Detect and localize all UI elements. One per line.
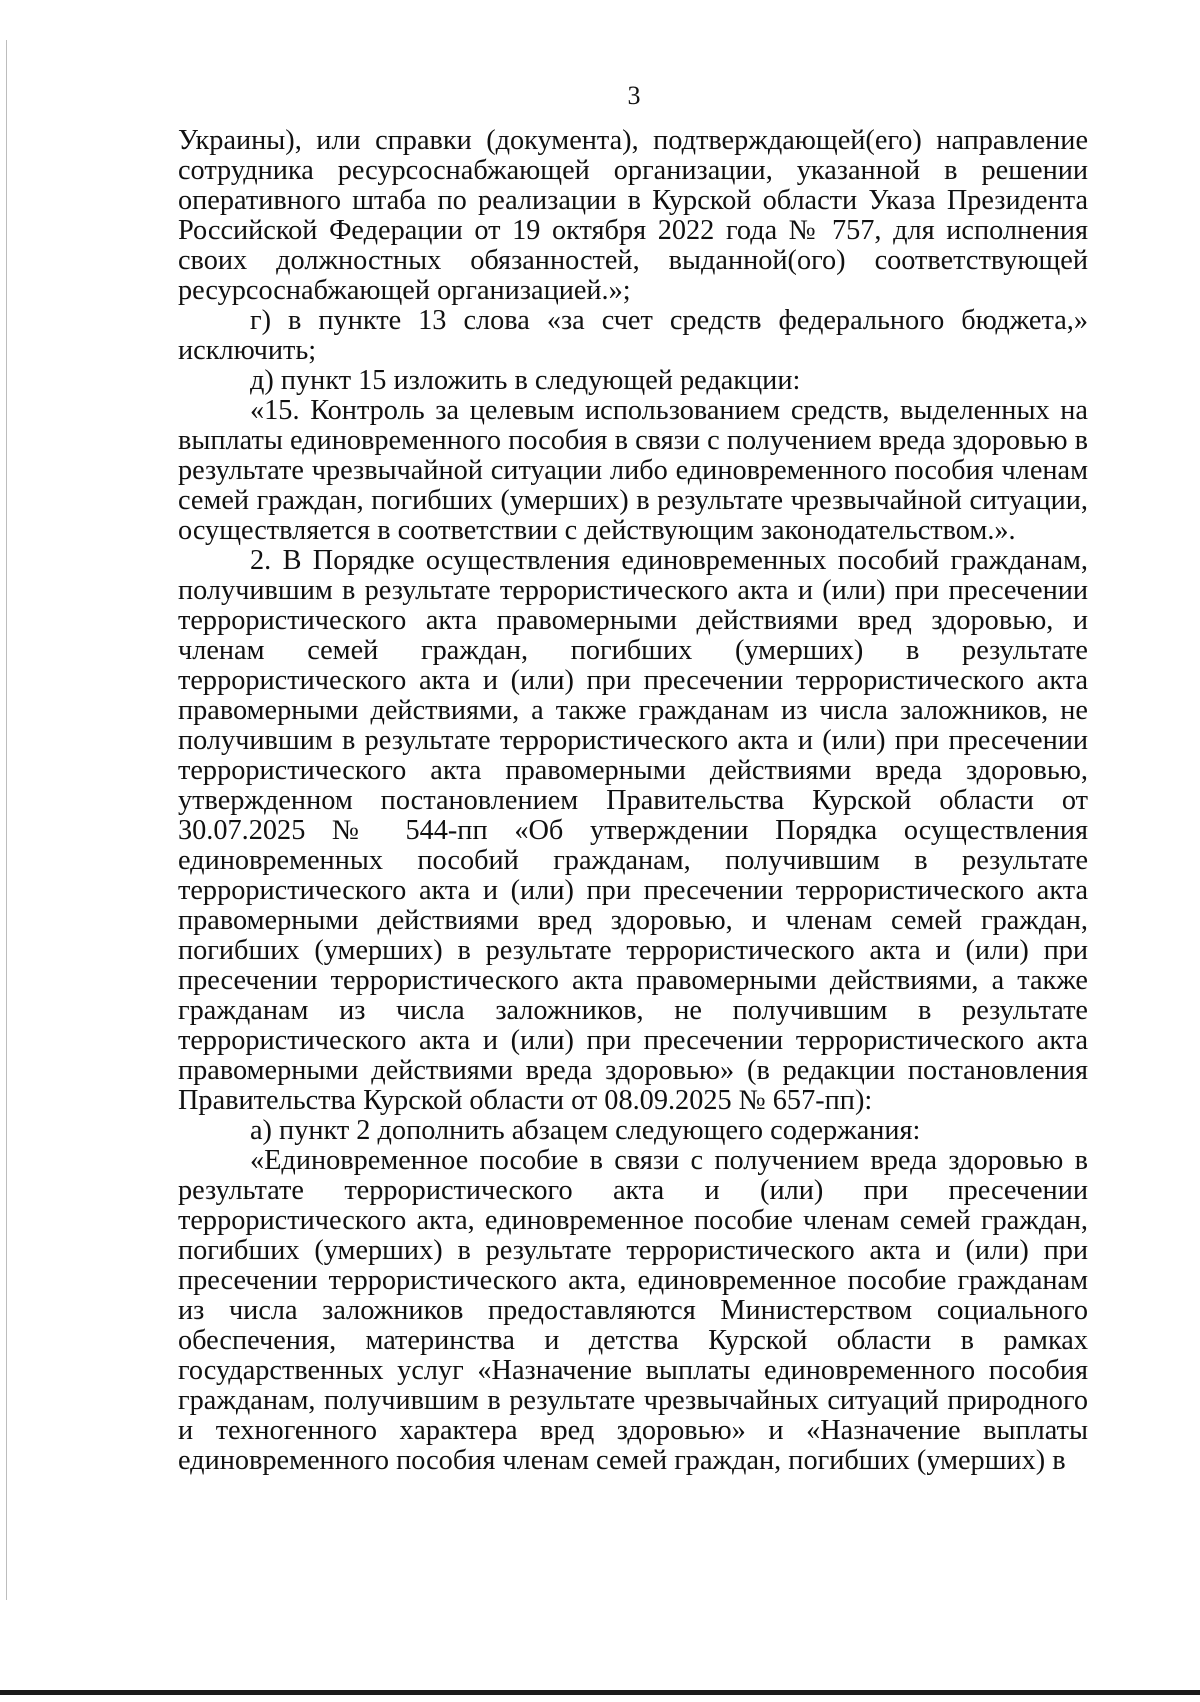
scan-edge-bottom xyxy=(0,1690,1200,1695)
paragraph-continuation: Украины), или справки (документа), подтверждающей(его) направление сотрудника ресурсоснабжающей организации, указанной в решении оперативного штаба по реализации в Курской области Указа Президента Российской Федерации от 19 октября 2022 года № 757, для исполнения своих должностных обязанностей, выданной(ого) соответствующей ресурсоснабжающей организацией.»; xyxy=(178,125,1088,306)
page-number: 3 xyxy=(627,81,641,110)
scan-edge-left xyxy=(6,40,7,1600)
paragraph-quoted-addition: «Единовременное пособие в связи с получением вреда здоровью в результате террористического акта и (или) при пресечении террористического акта, единовременное пособие членам семей граждан, погибших (умерших) в результате террористического акта и (или) при пресечении террористического акта, единовременное пособие гражданам из числа заложников предоставляются Министерством социального обеспечения, материнства и детства Курской области в рамках государственных услуг «Назначение выплаты единовременного пособия гражданам, получившим в результате чрезвычайных ситуаций природного и техногенного характера вред здоровью» и «Назначение выплаты единовременного пособия членам семей граждан, погибших (умерших) в xyxy=(178,1145,1088,1476)
paragraph-item-d: д) пункт 15 изложить в следующей редакции: xyxy=(250,365,801,396)
paragraph-section-2: 2. В Порядке осуществления единовременных пособий гражданам, получившим в результате террористического акта и (или) при пресечении террористического акта правомерными действиями вред здоровью, и членам семей граждан, погибших (умерших) в результате террористического акта и (или) при пресечении террористического акта правомерными действиями, а также гражданам из числа заложников, не получившим в результате террористического акта и (или) при пресечении террористического акта правомерными действиями вреда здоровью, утвержденном постановлением Правительства Курской области от 30.07.2025 № 544-пп «Об утверждении Порядка осуществления единовременных пособий гражданам, получившим в результате террористического акта и (или) при пресечении террористического акта правомерными действиями вред здоровью, и членам семей граждан, погибших (умерших) в результате террористического акта и (или) при пресечении террористического акта правомерными действиями, а также гражданам из числа заложников, не получившим в результате террористического акта и (или) при пресечении террористического акта правомерными действиями вреда здоровью» (в редакции постановления Правительства Курской области от 08.09.2025 № 657-пп): xyxy=(178,545,1088,1116)
paragraph-item-g: г) в пункте 13 слова «за счет средств федерального бюджета,» исключить; xyxy=(178,305,1088,366)
paragraph-clause-15: «15. Контроль за целевым использованием средств, выделенных на выплаты единовременного пособия в связи с получением вреда здоровью в результате чрезвычайной ситуации либо единовременного пособия членам семей граждан, погибших (умерших) в результате чрезвычайной ситуации, осуществляется в соответствии с действующим законодательством.». xyxy=(178,395,1088,546)
paragraph-item-a: а) пункт 2 дополнить абзацем следующего содержания: xyxy=(250,1115,921,1146)
document-body xyxy=(178,126,1088,1476)
